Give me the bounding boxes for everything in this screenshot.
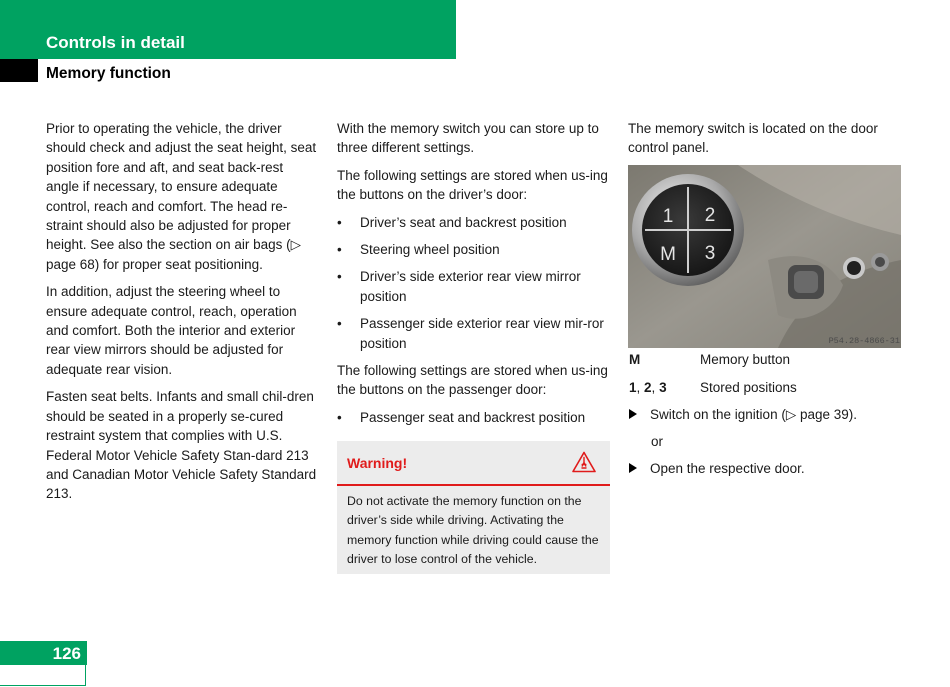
legend-key-3: 3 [659,380,667,395]
legend-key-2: 2 [644,380,652,395]
memory-button-3-label: 3 [704,243,716,264]
list-item-text: Driver’s side exterior rear view mirror position [360,269,581,304]
footer-line [0,665,86,686]
legend-key-m: M [629,352,641,367]
list-item-text: Driver’s seat and backrest position [360,214,567,230]
warning-title: Warning! [347,455,408,471]
legend-key-1: 1 [629,380,637,395]
section-marker [0,59,38,82]
subsection-title: Memory function [46,65,171,82]
paragraph: The memory switch is located on the door control panel. [628,121,878,156]
step-text: Switch on the ignition (▷ page 39). [650,407,858,422]
list-item [337,240,611,259]
legend-value: Stored positions [700,380,797,395]
arrow-right-icon [629,463,637,473]
legend-key [629,352,640,367]
column-2 [337,119,611,435]
instruction-step [629,407,857,423]
paragraph: Prior to operating the vehicle, the driver should check and adjust the seat height, seat position fore and aft, and seat back-rest angle if necessary, to ensure adequate control, reach and comfort. The head re-straint should also be adjusted for proper height. See also the section on air bags (▷ page 68) for proper seat positioning. [46,121,317,272]
list-item [337,213,611,232]
bullet-icon: • [337,242,342,258]
list-item-text: Steering wheel position [360,242,500,258]
door-panel-illustration [628,165,901,348]
warning-header [337,441,610,486]
list-item-text: Passenger seat and backrest position [360,409,586,425]
list-item [337,314,611,353]
list-item-text: Passenger side exterior rear view mir-ror position [360,316,604,351]
list-item [337,267,611,306]
paragraph: The following settings are stored when us-ing the buttons on the driver’s door: [337,167,608,203]
column-1 [46,119,318,512]
legend-key [629,380,667,395]
legend-separator: , [651,380,660,395]
arrow-right-icon [629,409,637,419]
paragraph: In addition, adjust the steering wheel to ensure adequate control, reach, operation and comfort. Both the interior and exterior rear view mirrors should be adjusted for adequate rear vision. [46,284,297,377]
paragraph: With the memory switch you can store up to three different settings. [337,121,599,156]
paragraph: Fasten seat belts. Infants and small chil-dren should be seated in a properly se-cured restraint system that complies with U.S. Federal Motor Vehicle Safety Stan-dard 213 and Canadian Motor Vehicle Safety Standard 213. [46,389,317,502]
bullet-icon: • [337,316,342,332]
column-3 [628,119,903,166]
bullet-icon: • [337,214,342,230]
step-text: Open the respective door. [650,461,805,476]
page-number-box [0,641,87,665]
page-number: 126 [52,644,81,663]
memory-button-1-label: 1 [662,206,674,227]
image-code: P54.28-4866-31 [828,336,900,346]
legend-separator: , [636,380,645,395]
paragraph: The following settings are stored when us-ing the buttons on the passenger door: [337,363,608,398]
bullet-icon: • [337,409,342,425]
warning-box [337,441,610,574]
bullet-icon: • [337,269,342,285]
warning-triangle-icon [572,451,596,473]
memory-button-m-label: M [660,244,676,265]
memory-switch-photo [628,165,901,348]
or-text: or [651,434,664,449]
instruction-step [629,461,805,476]
legend-value: Memory button [700,352,791,367]
warning-text: Do not activate the memory function on the driver’s side while driving. Activating the memory function while driving could cause the driver to lose control of the vehicle. [347,494,599,567]
list-item [337,408,611,427]
section-title: Controls in detail [46,33,185,52]
memory-button-2-label: 2 [704,205,716,226]
